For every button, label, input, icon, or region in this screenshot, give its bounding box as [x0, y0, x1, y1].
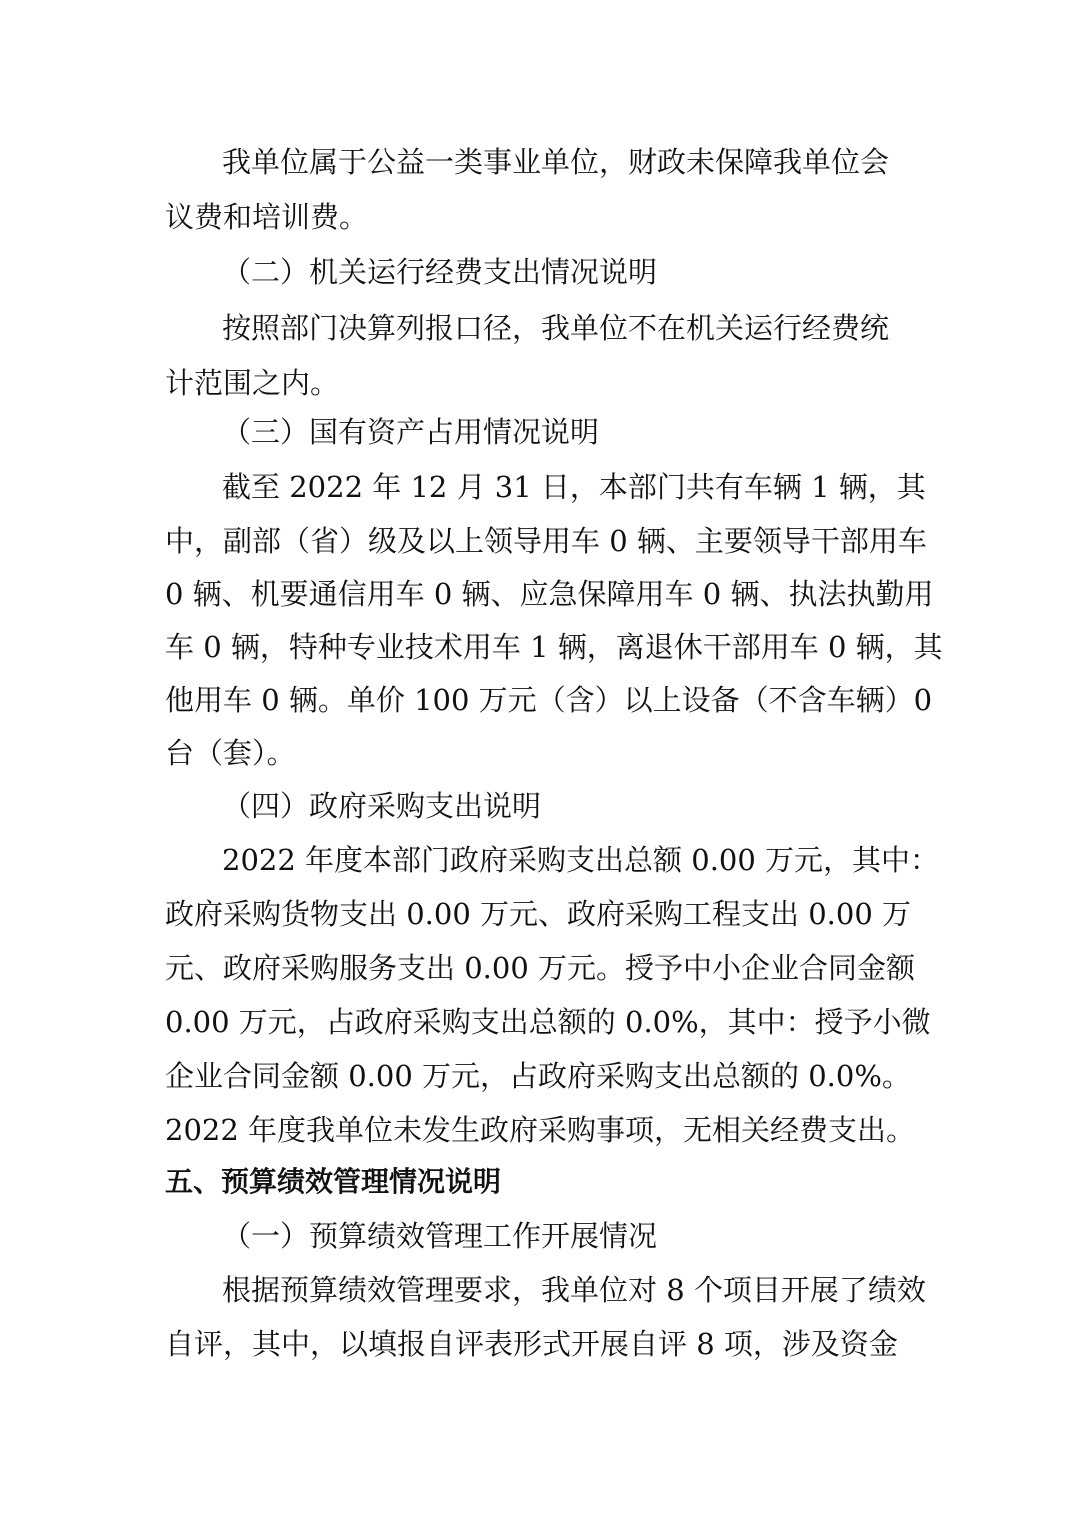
paragraph-line: 中，副部（省）级及以上领导用车 0 辆、主要领导干部用车	[165, 524, 927, 558]
section-subheading: （二）机关运行经费支出情况说明	[222, 255, 658, 289]
paragraph-line: 0 辆、机要通信用车 0 辆、应急保障用车 0 辆、执法执勤用	[165, 577, 934, 611]
paragraph-line: 我单位属于公益一类事业单位，财政未保障我单位会	[222, 145, 890, 179]
paragraph-line: 他用车 0 辆。单价 100 万元（含）以上设备（不含车辆）0	[165, 683, 933, 717]
paragraph-line: 台（套）。	[165, 736, 296, 770]
paragraph-line: 计范围之内。	[165, 366, 340, 400]
paragraph-line: 元、政府采购服务支出 0.00 万元。授予中小企业合同金额	[165, 951, 916, 985]
section-heading: 五、预算绩效管理情况说明	[165, 1165, 502, 1198]
paragraph-line: 企业合同金额 0.00 万元，占政府采购支出总额的 0.0%。	[165, 1059, 911, 1093]
section-subheading: （三）国有资产占用情况说明	[222, 415, 600, 449]
paragraph-line: 政府采购货物支出 0.00 万元、政府采购工程支出 0.00 万	[165, 897, 912, 931]
paragraph-line: 车 0 辆，特种专业技术用车 1 辆，离退休干部用车 0 辆，其	[165, 630, 943, 664]
paragraph-line: 自评，其中，以填报自评表形式开展自评 8 项，涉及资金	[165, 1327, 898, 1361]
paragraph-line: 2022 年度本部门政府采购支出总额 0.00 万元，其中：	[222, 843, 940, 877]
paragraph-line: 截至 2022 年 12 月 31 日，本部门共有车辆 1 辆，其	[222, 470, 926, 504]
paragraph-line: 2022 年度我单位未发生政府采购事项，无相关经费支出。	[165, 1113, 916, 1147]
section-subheading: （四）政府采购支出说明	[222, 789, 542, 823]
paragraph-line: 0.00 万元，占政府采购支出总额的 0.0%，其中：授予小微	[165, 1005, 931, 1039]
paragraph-line: 议费和培训费。	[165, 200, 369, 234]
paragraph-line: 按照部门决算列报口径，我单位不在机关运行经费统	[222, 311, 890, 345]
section-subheading: （一）预算绩效管理工作开展情况	[222, 1219, 658, 1253]
paragraph-line: 根据预算绩效管理要求，我单位对 8 个项目开展了绩效	[222, 1273, 926, 1307]
